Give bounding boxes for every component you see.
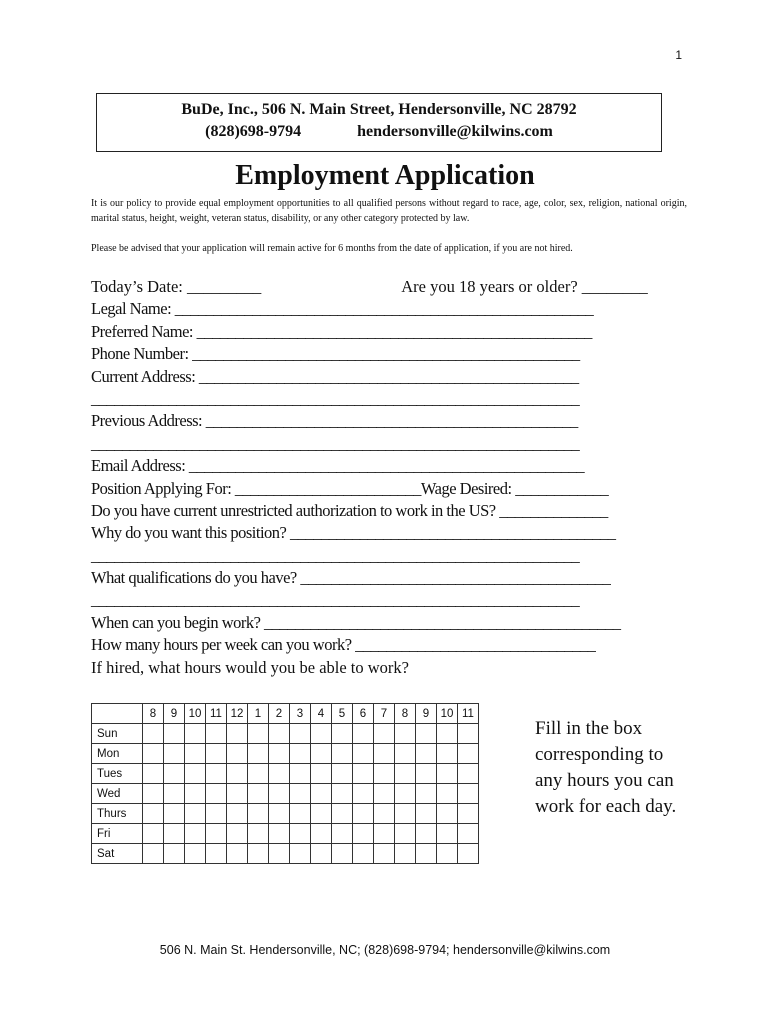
availability-cell[interactable] bbox=[395, 844, 416, 864]
availability-cell[interactable] bbox=[395, 824, 416, 844]
hour-header-cell: 8 bbox=[395, 704, 416, 724]
availability-cell[interactable] bbox=[458, 784, 479, 804]
current-address-field[interactable]: Current Address: _________________________________________________ bbox=[91, 366, 579, 386]
availability-cell[interactable] bbox=[227, 764, 248, 784]
hour-header-cell: 9 bbox=[416, 704, 437, 724]
availability-cell[interactable] bbox=[185, 724, 206, 744]
availability-cell[interactable] bbox=[458, 824, 479, 844]
hour-header-cell: 7 bbox=[374, 704, 395, 724]
availability-cell[interactable] bbox=[248, 824, 269, 844]
day-label: Wed bbox=[92, 784, 143, 804]
availability-cell[interactable] bbox=[311, 804, 332, 824]
hour-header-cell: 11 bbox=[458, 704, 479, 724]
availability-cell[interactable] bbox=[416, 844, 437, 864]
availability-cell[interactable] bbox=[353, 744, 374, 764]
hour-header-cell: 5 bbox=[332, 704, 353, 724]
availability-cell[interactable] bbox=[332, 804, 353, 824]
availability-cell[interactable] bbox=[332, 764, 353, 784]
availability-cell[interactable] bbox=[164, 744, 185, 764]
page-footer: 506 N. Main St. Hendersonville, NC; (828)698-9794; hendersonville@kilwins.com bbox=[159, 943, 611, 957]
availability-cell[interactable] bbox=[143, 784, 164, 804]
hour-header-cell: 4 bbox=[311, 704, 332, 724]
availability-cell[interactable] bbox=[269, 724, 290, 744]
day-label: Sun bbox=[92, 724, 143, 744]
hour-header-cell: 8 bbox=[143, 704, 164, 724]
availability-cell[interactable] bbox=[437, 744, 458, 764]
preferred-name-field[interactable]: Preferred Name: ___________________________________________________ bbox=[91, 321, 592, 341]
hour-header-cell: 3 bbox=[290, 704, 311, 724]
availability-cell[interactable] bbox=[353, 784, 374, 804]
availability-cell[interactable] bbox=[185, 764, 206, 784]
availability-cell[interactable] bbox=[374, 784, 395, 804]
availability-cell[interactable] bbox=[437, 724, 458, 744]
availability-cell[interactable] bbox=[416, 764, 437, 784]
day-row bbox=[92, 744, 479, 764]
availability-cell[interactable] bbox=[227, 744, 248, 764]
availability-cell[interactable] bbox=[290, 764, 311, 784]
hours-header-row bbox=[92, 704, 479, 724]
availability-cell[interactable] bbox=[437, 844, 458, 864]
availability-cell[interactable] bbox=[353, 824, 374, 844]
availability-cell[interactable] bbox=[269, 764, 290, 784]
availability-cell[interactable] bbox=[143, 744, 164, 764]
availability-cell[interactable] bbox=[164, 824, 185, 844]
availability-cell[interactable] bbox=[458, 744, 479, 764]
day-row bbox=[92, 764, 479, 784]
availability-cell[interactable] bbox=[206, 744, 227, 764]
availability-cell[interactable] bbox=[269, 844, 290, 864]
hour-header-cell: 9 bbox=[164, 704, 185, 724]
current-address-continued-field[interactable]: _______________________________________________________________ bbox=[91, 388, 580, 408]
availability-cell[interactable] bbox=[395, 744, 416, 764]
availability-cell[interactable] bbox=[227, 824, 248, 844]
position-wage-field[interactable]: Position Applying For: ________________________Wage Desired: ____________ bbox=[91, 478, 609, 498]
availability-cell[interactable] bbox=[458, 844, 479, 864]
availability-cell[interactable] bbox=[311, 744, 332, 764]
availability-cell[interactable] bbox=[311, 784, 332, 804]
qualifications-continued-field[interactable]: _______________________________________________________________ bbox=[91, 590, 580, 610]
begin-work-field[interactable]: When can you begin work? ______________________________________________ bbox=[91, 612, 621, 632]
company-header-box bbox=[96, 93, 662, 152]
day-label: Fri bbox=[92, 824, 143, 844]
page-number: 1 bbox=[675, 48, 682, 62]
day-row bbox=[92, 784, 479, 804]
application-validity-notice: Please be advised that your application will remain active for 6 months from the date of application, if you are not hired. bbox=[91, 243, 573, 254]
availability-cell[interactable] bbox=[290, 844, 311, 864]
availability-cell[interactable] bbox=[164, 784, 185, 804]
availability-cell[interactable] bbox=[416, 824, 437, 844]
availability-cell[interactable] bbox=[395, 764, 416, 784]
legal-name-field[interactable]: Legal Name: ______________________________________________________ bbox=[91, 299, 594, 319]
availability-cell[interactable] bbox=[332, 744, 353, 764]
grid-corner-cell bbox=[92, 704, 143, 724]
availability-cell[interactable] bbox=[458, 724, 479, 744]
availability-cell[interactable] bbox=[395, 784, 416, 804]
day-row bbox=[92, 724, 479, 744]
availability-cell[interactable] bbox=[290, 724, 311, 744]
phone-number-field[interactable]: Phone Number: __________________________________________________ bbox=[91, 344, 580, 364]
availability-cell[interactable] bbox=[290, 804, 311, 824]
company-email: hendersonville@kilwins.com bbox=[357, 123, 553, 140]
availability-cell[interactable] bbox=[311, 764, 332, 784]
availability-cell[interactable] bbox=[332, 784, 353, 804]
hour-header-cell: 10 bbox=[185, 704, 206, 724]
email-address-field[interactable]: Email Address: ___________________________________________________ bbox=[91, 456, 585, 476]
availability-cell[interactable] bbox=[185, 844, 206, 864]
availability-cell[interactable] bbox=[206, 764, 227, 784]
availability-cell[interactable] bbox=[248, 784, 269, 804]
availability-cell[interactable] bbox=[248, 724, 269, 744]
previous-address-field[interactable]: Previous Address: ________________________________________________ bbox=[91, 411, 578, 431]
availability-cell[interactable] bbox=[185, 744, 206, 764]
availability-cell[interactable] bbox=[374, 804, 395, 824]
availability-cell[interactable] bbox=[311, 724, 332, 744]
availability-cell[interactable] bbox=[311, 844, 332, 864]
availability-cell[interactable] bbox=[143, 724, 164, 744]
availability-cell[interactable] bbox=[269, 784, 290, 804]
availability-grid bbox=[91, 703, 479, 864]
availability-cell[interactable] bbox=[374, 764, 395, 784]
hour-header-cell: 1 bbox=[248, 704, 269, 724]
availability-cell[interactable] bbox=[374, 824, 395, 844]
availability-cell[interactable] bbox=[416, 744, 437, 764]
day-row bbox=[92, 844, 479, 864]
day-row bbox=[92, 824, 479, 844]
document-title: Employment Application bbox=[235, 160, 535, 191]
availability-cell[interactable] bbox=[416, 804, 437, 824]
availability-cell[interactable] bbox=[290, 824, 311, 844]
day-label: Thurs bbox=[92, 804, 143, 824]
availability-cell[interactable] bbox=[395, 804, 416, 824]
availability-cell[interactable] bbox=[290, 784, 311, 804]
hours-per-week-field[interactable]: How many hours per week can you work? _______________________________ bbox=[91, 635, 596, 655]
hour-header-cell: 12 bbox=[227, 704, 248, 724]
why-position-continued-field[interactable]: _______________________________________________________________ bbox=[91, 545, 580, 565]
availability-cell[interactable] bbox=[248, 804, 269, 824]
availability-cell[interactable] bbox=[374, 724, 395, 744]
availability-cell[interactable] bbox=[416, 784, 437, 804]
availability-cell[interactable] bbox=[437, 784, 458, 804]
day-label: Sat bbox=[92, 844, 143, 864]
company-phone: (828)698-9794 bbox=[205, 123, 302, 140]
availability-cell[interactable] bbox=[353, 724, 374, 744]
availability-cell[interactable] bbox=[143, 824, 164, 844]
availability-cell[interactable] bbox=[185, 824, 206, 844]
availability-cell[interactable] bbox=[269, 744, 290, 764]
availability-cell[interactable] bbox=[395, 724, 416, 744]
availability-cell[interactable] bbox=[185, 804, 206, 824]
availability-cell[interactable] bbox=[416, 724, 437, 744]
availability-cell[interactable] bbox=[458, 764, 479, 784]
availability-cell[interactable] bbox=[353, 804, 374, 824]
availability-cell[interactable] bbox=[269, 804, 290, 824]
form-row-date-age bbox=[91, 276, 691, 298]
availability-cell[interactable] bbox=[227, 804, 248, 824]
qualifications-field[interactable]: What qualifications do you have? ________________________________________ bbox=[91, 568, 611, 588]
availability-cell[interactable] bbox=[227, 784, 248, 804]
availability-cell[interactable] bbox=[143, 844, 164, 864]
hours-available-question: If hired, what hours would you be able to work? bbox=[91, 657, 410, 677]
availability-cell[interactable] bbox=[206, 724, 227, 744]
company-contact-line bbox=[97, 121, 661, 143]
availability-cell[interactable] bbox=[164, 844, 185, 864]
availability-cell[interactable] bbox=[290, 744, 311, 764]
availability-cell[interactable] bbox=[437, 804, 458, 824]
availability-cell[interactable] bbox=[311, 824, 332, 844]
availability-cell[interactable] bbox=[143, 804, 164, 824]
availability-cell[interactable] bbox=[164, 724, 185, 744]
hour-header-cell: 10 bbox=[437, 704, 458, 724]
availability-cell[interactable] bbox=[164, 764, 185, 784]
availability-cell[interactable] bbox=[227, 844, 248, 864]
age-question-field[interactable]: Are you 18 years or older? ________ bbox=[401, 277, 648, 296]
application-form bbox=[91, 276, 691, 679]
availability-cell[interactable] bbox=[437, 824, 458, 844]
hour-header-cell: 6 bbox=[353, 704, 374, 724]
hour-header-cell: 2 bbox=[269, 704, 290, 724]
availability-cell[interactable] bbox=[332, 844, 353, 864]
availability-cell[interactable] bbox=[269, 824, 290, 844]
availability-cell[interactable] bbox=[227, 724, 248, 744]
availability-cell[interactable] bbox=[353, 844, 374, 864]
availability-cell[interactable] bbox=[248, 764, 269, 784]
availability-cell[interactable] bbox=[374, 844, 395, 864]
availability-cell[interactable] bbox=[248, 844, 269, 864]
availability-cell[interactable] bbox=[206, 844, 227, 864]
work-authorization-field[interactable]: Do you have current unrestricted authorization to work in the US? ______________ bbox=[91, 500, 608, 520]
availability-cell[interactable] bbox=[248, 744, 269, 764]
availability-cell[interactable] bbox=[164, 804, 185, 824]
day-label: Tues bbox=[92, 764, 143, 784]
availability-cell[interactable] bbox=[374, 744, 395, 764]
day-row bbox=[92, 804, 479, 824]
availability-cell[interactable] bbox=[353, 764, 374, 784]
day-label: Mon bbox=[92, 744, 143, 764]
availability-cell[interactable] bbox=[332, 724, 353, 744]
availability-cell[interactable] bbox=[458, 804, 479, 824]
availability-cell[interactable] bbox=[185, 784, 206, 804]
todays-date-field[interactable]: Today’s Date: _________ bbox=[91, 277, 262, 296]
availability-cell[interactable] bbox=[143, 764, 164, 784]
company-address-line: BuDe, Inc., 506 N. Main Street, Hendersonville, NC 28792 bbox=[181, 101, 577, 118]
equal-opportunity-policy: It is our policy to provide equal employment opportunities to all qualified persons without regard to race, age, color, sex, religion, national origin, marital status, height, weight, veteran status, disability, or any other category protected by law. bbox=[91, 198, 687, 224]
availability-cell[interactable] bbox=[206, 784, 227, 804]
availability-cell[interactable] bbox=[206, 824, 227, 844]
availability-cell[interactable] bbox=[206, 804, 227, 824]
availability-cell[interactable] bbox=[332, 824, 353, 844]
hour-header-cell: 11 bbox=[206, 704, 227, 724]
why-position-field[interactable]: Why do you want this position? __________________________________________ bbox=[91, 523, 616, 543]
grid-instructions: Fill in the box corresponding to any hours you can work for each day. bbox=[535, 718, 677, 817]
availability-cell[interactable] bbox=[437, 764, 458, 784]
previous-address-continued-field[interactable]: _______________________________________________________________ bbox=[91, 433, 580, 453]
